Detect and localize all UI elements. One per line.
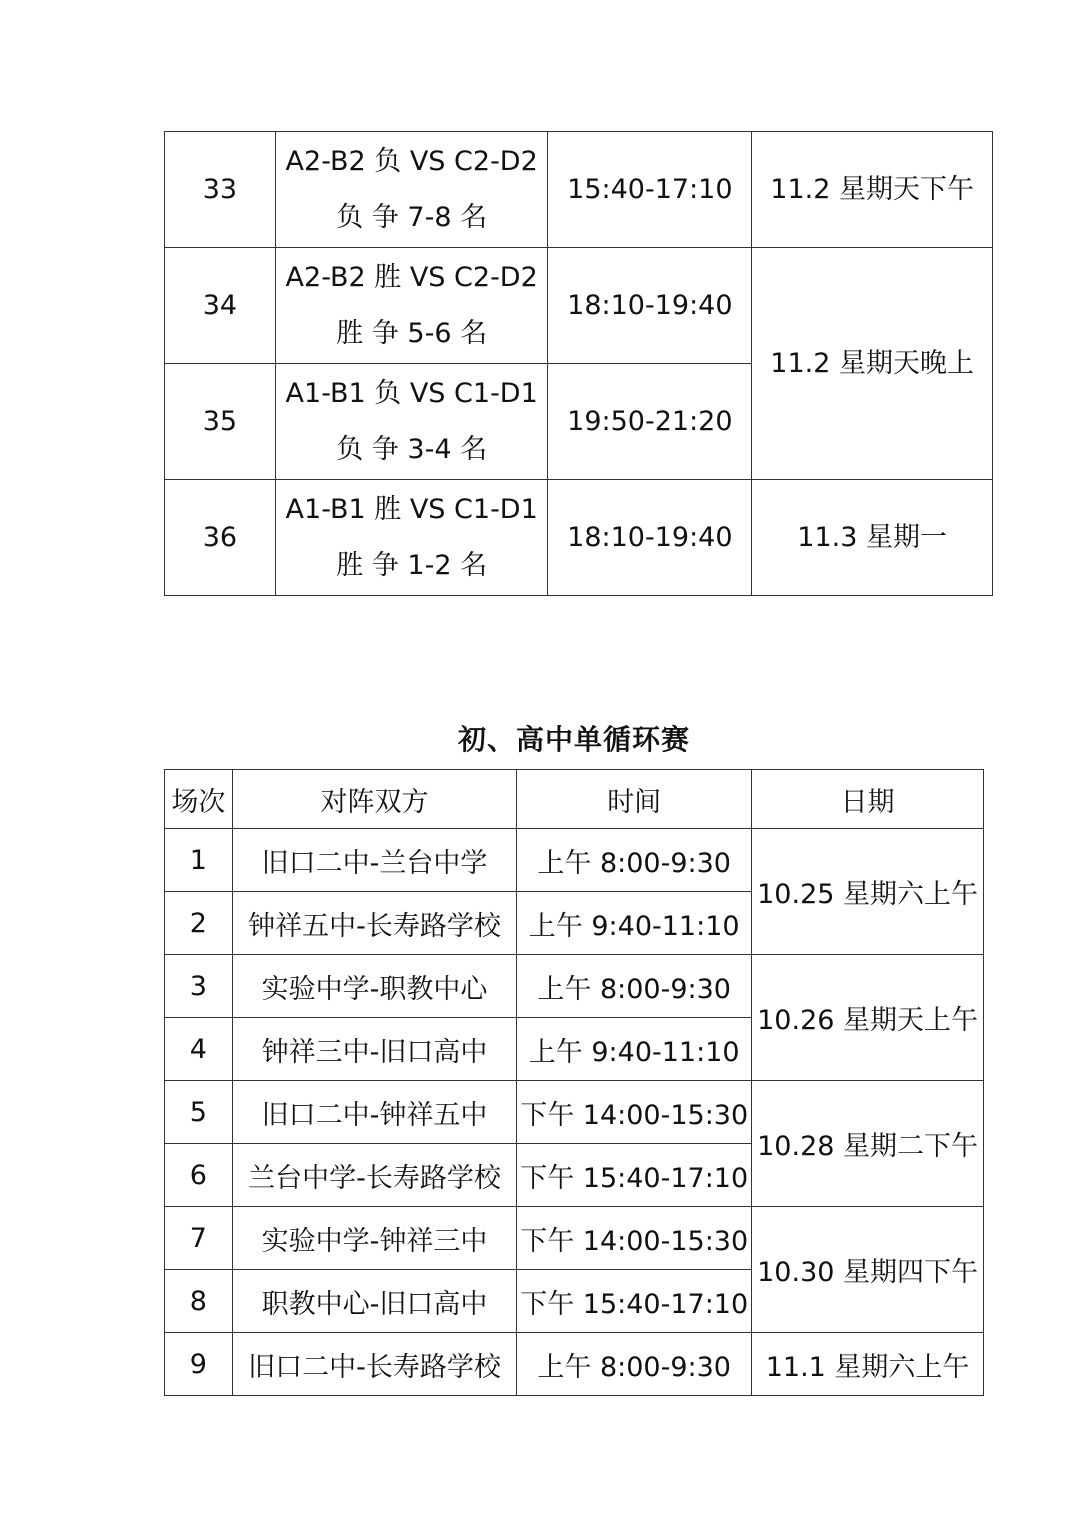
section-title: 初、高中单循环赛 bbox=[457, 723, 690, 756]
column-header-number: 场次 bbox=[165, 770, 233, 829]
table-row bbox=[165, 1207, 984, 1270]
match-number: 7 bbox=[165, 1207, 233, 1270]
match-date: 11.2 星期天下午 bbox=[752, 132, 993, 248]
matchup-cell: 实验中学-职教中心 bbox=[232, 955, 516, 1018]
match-number: 8 bbox=[165, 1270, 233, 1333]
matchup-cell: 兰台中学-长寿路学校 bbox=[232, 1144, 516, 1207]
table-row bbox=[165, 955, 984, 1018]
match-time: 下午 14:00-15:30 bbox=[517, 1207, 752, 1270]
matchup-line: 负 争 7-8 名 bbox=[336, 201, 488, 233]
table-row bbox=[165, 480, 993, 596]
matchup-cell bbox=[275, 364, 548, 480]
table-row bbox=[165, 248, 993, 364]
table-row bbox=[165, 829, 984, 892]
match-number: 4 bbox=[165, 1018, 233, 1081]
matchup-cell: 旧口二中-兰台中学 bbox=[232, 829, 516, 892]
matchup-line: 胜 争 1-2 名 bbox=[336, 549, 488, 581]
match-time: 18:10-19:40 bbox=[548, 248, 752, 364]
match-number: 35 bbox=[165, 364, 276, 480]
column-header-matchup: 对阵双方 bbox=[232, 770, 516, 829]
match-date: 11.1 星期六上午 bbox=[752, 1333, 984, 1396]
matchup-cell bbox=[275, 480, 548, 596]
match-date: 10.30 星期四下午 bbox=[752, 1207, 984, 1333]
match-number: 1 bbox=[165, 829, 233, 892]
match-time: 上午 8:00-9:30 bbox=[517, 1333, 752, 1396]
matchup-line: A2-B2 负 VS C2-D2 bbox=[285, 145, 538, 177]
match-number: 9 bbox=[165, 1333, 233, 1396]
matchup-cell: 实验中学-钟祥三中 bbox=[232, 1207, 516, 1270]
matchup-cell bbox=[275, 132, 548, 248]
matchup-cell: 钟祥三中-旧口高中 bbox=[232, 1018, 516, 1081]
matchup-line: A1-B1 负 VS C1-D1 bbox=[285, 377, 538, 409]
column-header-date: 日期 bbox=[752, 770, 984, 829]
match-date: 11.2 星期天晚上 bbox=[752, 248, 993, 480]
table-header-row bbox=[165, 770, 984, 829]
match-time: 下午 15:40-17:10 bbox=[517, 1270, 752, 1333]
match-time: 下午 14:00-15:30 bbox=[517, 1081, 752, 1144]
match-number: 33 bbox=[165, 132, 276, 248]
match-time: 19:50-21:20 bbox=[548, 364, 752, 480]
matchup-cell: 钟祥五中-长寿路学校 bbox=[232, 892, 516, 955]
match-number: 34 bbox=[165, 248, 276, 364]
match-time: 上午 9:40-11:10 bbox=[517, 1018, 752, 1081]
match-date: 11.3 星期一 bbox=[752, 480, 993, 596]
round-robin-table bbox=[164, 769, 984, 1396]
match-time: 18:10-19:40 bbox=[548, 480, 752, 596]
match-number: 5 bbox=[165, 1081, 233, 1144]
matchup-cell: 职教中心-旧口高中 bbox=[232, 1270, 516, 1333]
match-number: 6 bbox=[165, 1144, 233, 1207]
column-header-time: 时间 bbox=[517, 770, 752, 829]
match-number: 36 bbox=[165, 480, 276, 596]
table-row bbox=[165, 1333, 984, 1396]
match-date: 10.28 星期二下午 bbox=[752, 1081, 984, 1207]
matchup-line: 胜 争 5-6 名 bbox=[336, 317, 488, 349]
table-row bbox=[165, 132, 993, 248]
matchup-cell bbox=[275, 248, 548, 364]
match-number: 2 bbox=[165, 892, 233, 955]
matchup-line: A1-B1 胜 VS C1-D1 bbox=[285, 493, 538, 525]
matchup-cell: 旧口二中-钟祥五中 bbox=[232, 1081, 516, 1144]
match-time: 上午 9:40-11:10 bbox=[517, 892, 752, 955]
match-time: 15:40-17:10 bbox=[548, 132, 752, 248]
match-time: 上午 8:00-9:30 bbox=[517, 829, 752, 892]
match-number: 3 bbox=[165, 955, 233, 1018]
finals-schedule-table bbox=[164, 131, 993, 596]
match-time: 上午 8:00-9:30 bbox=[517, 955, 752, 1018]
matchup-line: A2-B2 胜 VS C2-D2 bbox=[285, 261, 538, 293]
match-time: 下午 15:40-17:10 bbox=[517, 1144, 752, 1207]
match-date: 10.25 星期六上午 bbox=[752, 829, 984, 955]
match-date: 10.26 星期天上午 bbox=[752, 955, 984, 1081]
table-row bbox=[165, 1081, 984, 1144]
matchup-cell: 旧口二中-长寿路学校 bbox=[232, 1333, 516, 1396]
matchup-line: 负 争 3-4 名 bbox=[336, 433, 488, 465]
